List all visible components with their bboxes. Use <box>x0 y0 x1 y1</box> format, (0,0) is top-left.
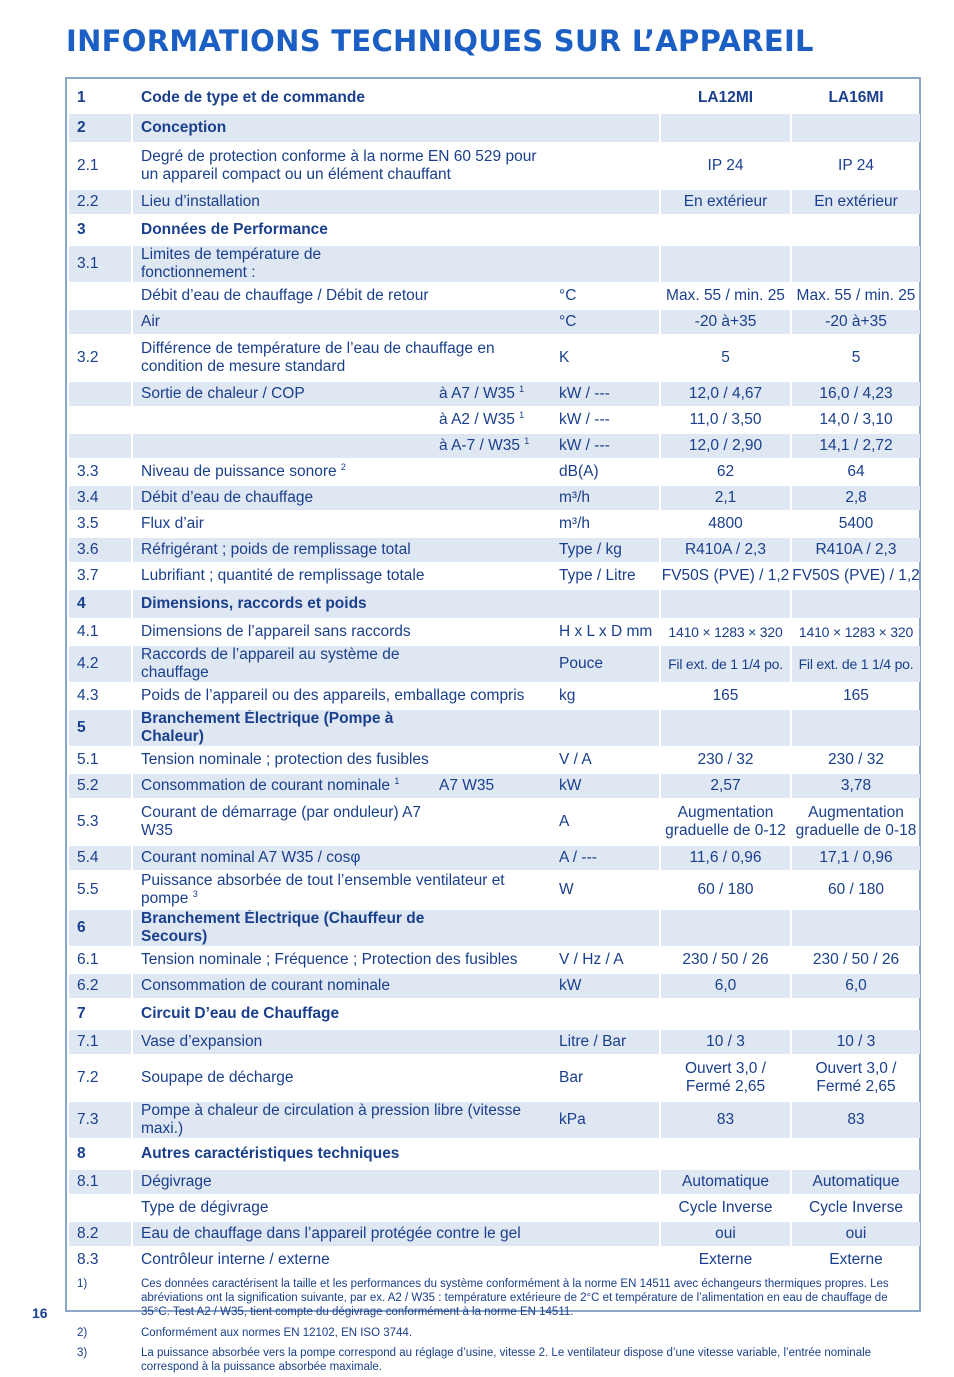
spec-row <box>69 1056 920 1100</box>
footnote-ref: 1 <box>519 410 525 420</box>
unit: Type / Litre <box>559 567 636 584</box>
value-la12mi <box>659 710 790 746</box>
footnote-ref: 1 <box>394 776 400 786</box>
row-number: 8 <box>69 1140 133 1168</box>
unit: kg <box>559 687 576 704</box>
spec-row <box>69 1030 920 1054</box>
row-number: 6.2 <box>69 974 133 998</box>
value-la12mi <box>659 1140 790 1168</box>
test-condition <box>431 590 551 618</box>
value-la12mi: 2,57 <box>659 774 790 798</box>
test-condition: à A-7 / W35 $^1$ <box>431 434 551 458</box>
test-condition <box>431 486 551 510</box>
page-title: INFORMATIONS TECHNIQUES SUR L’APPAREIL <box>66 24 814 58</box>
value-la16mi: 5400 <box>790 512 920 536</box>
value-la12mi: Externe <box>659 1248 790 1272</box>
spec-label: Consommation de courant nominale $^1$ <box>133 774 431 798</box>
footnote-ref: 1 <box>524 436 530 446</box>
value-la12mi: 230 / 32 <box>659 748 790 772</box>
value-la12mi: 5 <box>659 336 790 380</box>
spec-row <box>69 646 920 682</box>
value-la12mi: En extérieur <box>659 190 790 214</box>
unit: kW / --- <box>551 382 659 406</box>
value-la16mi: 3,78 <box>790 774 920 798</box>
specs-table-frame <box>65 77 921 1373</box>
section-row <box>69 84 920 112</box>
unit <box>551 190 659 214</box>
spec-row <box>69 336 920 380</box>
row-number: 4.3 <box>69 684 133 708</box>
value-la16mi: 14,0 / 3,10 <box>790 408 920 432</box>
row-number: 4.2 <box>69 646 133 682</box>
value-la12mi: Fil ext. de 1 1/4 po. <box>659 646 790 682</box>
unit <box>551 114 659 142</box>
row-number: 6.1 <box>69 948 133 972</box>
spec-row <box>69 564 920 588</box>
unit: Type / kg <box>551 538 659 562</box>
value-la12mi: Augmentation graduelle de 0-12 <box>659 800 790 844</box>
value-la12mi: LA12MI <box>659 84 790 112</box>
section-title: Code de type et de commande <box>141 89 365 106</box>
section-row <box>69 216 920 244</box>
test-condition <box>431 246 551 282</box>
footnote <box>69 1343 920 1375</box>
unit: kW / --- <box>551 434 659 458</box>
value-la16mi: IP 24 <box>790 144 920 188</box>
value-la16mi: Augmentation graduelle de 0-18 <box>790 800 920 844</box>
value-la16mi: 17,1 / 0,96 <box>790 846 920 870</box>
unit: V / A <box>559 751 592 768</box>
spec-label: Soupape de décharge <box>141 1069 294 1086</box>
value-la12mi: R410A / 2,3 <box>659 538 790 562</box>
test-condition <box>431 190 551 214</box>
unit <box>551 84 659 112</box>
unit <box>551 710 659 746</box>
value-la12mi: Ouvert 3,0 / Fermé 2,65 <box>659 1056 790 1100</box>
spec-row <box>69 382 920 406</box>
value-la16mi: Max. 55 / min. 25 <box>790 284 920 308</box>
value-la16mi <box>790 216 920 244</box>
value-la16mi: 165 <box>790 684 920 708</box>
unit: kW / --- <box>559 411 610 428</box>
test-condition <box>431 284 551 308</box>
section-title: Dimensions, raccords et poids <box>133 590 431 618</box>
spec-row <box>69 1170 920 1194</box>
specs-table <box>69 82 920 1377</box>
row-number: 4.1 <box>69 620 133 644</box>
test-condition <box>431 538 551 562</box>
spec-row <box>69 1196 920 1220</box>
spec-label: Tension nominale ; Fréquence ; Protection des fusibles <box>141 951 518 968</box>
section-row <box>69 910 920 946</box>
value-la12mi: 6,0 <box>659 974 790 998</box>
spec-row <box>69 460 920 484</box>
row-number: 1 <box>69 84 133 112</box>
value-la12mi: 11,6 / 0,96 <box>659 846 790 870</box>
unit <box>551 1222 659 1246</box>
unit: Litre / Bar <box>551 1030 659 1054</box>
spec-label: Sortie de chaleur / COP <box>133 382 431 406</box>
value-la16mi: 6,0 <box>790 974 920 998</box>
unit: °C <box>559 287 577 304</box>
test-condition <box>431 114 551 142</box>
row-number: 8.3 <box>69 1248 133 1272</box>
value-la16mi: FV50S (PVE) / 1,2 <box>790 564 920 588</box>
spec-label: Lubrifiant ; quantité de remplissage totale <box>141 567 425 584</box>
spec-row <box>69 144 920 188</box>
row-number: 3.3 <box>69 460 133 484</box>
unit: A / --- <box>551 846 659 870</box>
test-condition <box>431 564 551 588</box>
row-number: 5.2 <box>69 774 133 798</box>
unit: kPa <box>551 1102 659 1138</box>
value-la16mi: 10 / 3 <box>790 1030 920 1054</box>
section-title: Conception <box>133 114 431 142</box>
footnote <box>69 1274 920 1321</box>
value-la12mi: Max. 55 / min. 25 <box>659 284 790 308</box>
spec-row <box>69 408 920 432</box>
test-condition <box>431 846 551 870</box>
test-condition <box>431 974 551 998</box>
value-la12mi <box>659 590 790 618</box>
spec-row <box>69 1102 920 1138</box>
section-title: Circuit D’eau de Chauffage <box>141 1005 340 1022</box>
test-condition: à A7 / W35 $^1$ <box>431 382 551 406</box>
test-condition <box>431 1170 551 1194</box>
spec-label: Tension nominale ; protection des fusibles <box>141 751 429 768</box>
section-title: Autres caractéristiques techniques <box>141 1145 400 1162</box>
spec-label: Consommation de courant nominale <box>133 974 431 998</box>
test-condition <box>431 1056 551 1100</box>
row-number: 5.1 <box>69 748 133 772</box>
test-condition <box>431 310 551 334</box>
test-condition: A7 W35 <box>431 774 551 798</box>
section-row <box>69 1000 920 1028</box>
unit <box>551 1170 659 1194</box>
row-number <box>69 310 133 334</box>
value-la16mi <box>790 910 920 946</box>
row-number: 3 <box>69 216 133 244</box>
footnote-ref: 3 <box>192 889 198 899</box>
row-number: 5.3 <box>69 800 133 844</box>
value-la12mi: oui <box>659 1222 790 1246</box>
value-la12mi: 83 <box>659 1102 790 1138</box>
test-condition <box>431 800 551 844</box>
value-la16mi: -20 à+35 <box>790 310 920 334</box>
spec-row <box>69 486 920 510</box>
spec-label: Puissance absorbée de tout l’ensemble ventilateur et pompe $^3$ <box>141 872 505 907</box>
value-la12mi <box>659 216 790 244</box>
row-number <box>69 284 133 308</box>
test-condition <box>431 1140 551 1168</box>
spec-label: Dimensions de l’appareil sans raccords <box>141 623 411 640</box>
spec-row <box>69 872 920 908</box>
spec-label: Courant de démarrage (par onduleur) A7 W35 <box>141 804 422 839</box>
value-la16mi <box>790 246 920 282</box>
footnote-mark: 2) <box>77 1327 88 1339</box>
test-condition <box>431 216 551 244</box>
footnote-ref: 2 <box>340 462 346 472</box>
row-number: 3.4 <box>69 486 133 510</box>
spec-label: Débit d’eau de chauffage <box>133 486 431 510</box>
value-la16mi: 60 / 180 <box>790 872 920 908</box>
unit: kW <box>551 974 659 998</box>
value-la16mi: oui <box>790 1222 920 1246</box>
value-la12mi: 2,1 <box>659 486 790 510</box>
row-number: 8.1 <box>69 1170 133 1194</box>
value-la12mi: 62 <box>659 460 790 484</box>
row-number <box>69 382 133 406</box>
value-la16mi <box>790 590 920 618</box>
section-row <box>69 114 920 142</box>
spec-row <box>69 684 920 708</box>
unit <box>551 246 659 282</box>
test-condition: à A2 / W35 $^1$ <box>439 410 525 428</box>
row-number: 2 <box>69 114 133 142</box>
row-number <box>69 434 133 458</box>
value-la12mi: 12,0 / 4,67 <box>659 382 790 406</box>
value-la16mi: 230 / 50 / 26 <box>790 948 920 972</box>
spec-label: Niveau de puissance sonore $^2$ <box>141 462 346 480</box>
value-la16mi: Externe <box>790 1248 920 1272</box>
spec-row <box>69 974 920 998</box>
value-la12mi: Automatique <box>659 1170 790 1194</box>
value-la16mi: 16,0 / 4,23 <box>790 382 920 406</box>
spec-row <box>69 948 920 972</box>
footnote-mark: 1) <box>77 1278 88 1290</box>
value-la16mi: LA16MI <box>790 84 920 112</box>
value-la16mi: 14,1 / 2,72 <box>790 434 920 458</box>
value-la16mi <box>790 1000 920 1028</box>
unit <box>551 1196 659 1220</box>
spec-row <box>69 512 920 536</box>
value-la12mi: 60 / 180 <box>659 872 790 908</box>
row-number: 3.5 <box>69 512 133 536</box>
value-la12mi <box>659 246 790 282</box>
value-la16mi: 64 <box>790 460 920 484</box>
test-condition <box>431 1030 551 1054</box>
test-condition <box>431 710 551 746</box>
spec-row <box>69 1248 920 1272</box>
value-la12mi: 165 <box>659 684 790 708</box>
value-la12mi: Cycle Inverse <box>659 1196 790 1220</box>
unit: Bar <box>559 1069 584 1086</box>
value-la16mi: Ouvert 3,0 / Fermé 2,65 <box>790 1056 920 1100</box>
value-la12mi: IP 24 <box>659 144 790 188</box>
row-number: 6 <box>69 910 133 946</box>
value-la12mi <box>659 910 790 946</box>
row-number: 3.1 <box>69 246 133 282</box>
test-condition <box>431 646 551 682</box>
spec-row <box>69 620 920 644</box>
unit <box>551 1000 659 1028</box>
spec-row <box>69 538 920 562</box>
row-number: 7.1 <box>69 1030 133 1054</box>
unit: m³/h <box>559 515 590 532</box>
row-number: 4 <box>69 590 133 618</box>
value-la16mi: 230 / 32 <box>790 748 920 772</box>
section-title: Branchement Électrique (Chauffeur de Secours) <box>133 910 431 946</box>
value-la16mi: 5 <box>790 336 920 380</box>
spec-row <box>69 774 920 798</box>
row-number: 7 <box>69 1000 133 1028</box>
page-number: 16 <box>32 1305 48 1321</box>
test-condition <box>431 1000 551 1028</box>
spec-row <box>69 190 920 214</box>
section-row <box>69 590 920 618</box>
value-la12mi <box>659 114 790 142</box>
section-title: Branchement Électrique (Pompe à Chaleur) <box>133 710 431 746</box>
value-la12mi: FV50S (PVE) / 1,2 <box>659 564 790 588</box>
value-la12mi: -20 à+35 <box>659 310 790 334</box>
footnote <box>69 1323 920 1341</box>
spec-label: Poids de l’appareil ou des appareils, emballage compris <box>141 687 525 704</box>
footnote-ref: 1 <box>519 384 525 394</box>
spec-label: Réfrigérant ; poids de remplissage total <box>133 538 431 562</box>
value-la12mi: 10 / 3 <box>659 1030 790 1054</box>
spec-row <box>69 310 920 334</box>
row-number: 3.7 <box>69 564 133 588</box>
test-condition <box>431 910 551 946</box>
unit: H x L x D mm <box>559 623 653 640</box>
value-la12mi: 11,0 / 3,50 <box>659 408 790 432</box>
spec-row <box>69 1222 920 1246</box>
section-title: Données de Performance <box>141 221 328 238</box>
spec-label: Dégivrage <box>133 1170 431 1194</box>
section-row <box>69 710 920 746</box>
test-condition <box>431 84 551 112</box>
unit: A <box>559 813 570 830</box>
test-condition <box>431 512 551 536</box>
section-row <box>69 1140 920 1168</box>
row-number: 7.3 <box>69 1102 133 1138</box>
unit: dB(A) <box>559 463 599 480</box>
value-la16mi: Fil ext. de 1 1/4 po. <box>790 646 920 682</box>
unit: V / Hz / A <box>559 951 624 968</box>
unit <box>551 910 659 946</box>
spec-row <box>69 246 920 282</box>
value-la16mi <box>790 114 920 142</box>
test-condition <box>431 460 551 484</box>
test-condition <box>431 620 551 644</box>
spec-row <box>69 284 920 308</box>
row-number: 5 <box>69 710 133 746</box>
row-number: 7.2 <box>69 1056 133 1100</box>
spec-label: Lieu d’installation <box>133 190 431 214</box>
spec-label: Différence de température de l’eau de chauffage en condition de mesure standard <box>141 340 495 375</box>
unit: m³/h <box>551 486 659 510</box>
spec-label: Pompe à chaleur de circulation à pression libre (vitesse maxi.) <box>133 1102 551 1138</box>
row-number <box>69 408 133 432</box>
spec-label <box>133 434 431 458</box>
spec-label: Raccords de l’appareil au système de chauffage <box>133 646 431 682</box>
spec-label: Type de dégivrage <box>141 1199 269 1216</box>
unit <box>551 1140 659 1168</box>
spec-label: Courant nominal A7 W35 / cosφ <box>133 846 431 870</box>
unit: Pouce <box>551 646 659 682</box>
value-la16mi: 83 <box>790 1102 920 1138</box>
row-number: 8.2 <box>69 1222 133 1246</box>
value-la16mi: En extérieur <box>790 190 920 214</box>
value-la16mi <box>790 710 920 746</box>
unit <box>551 144 659 188</box>
spec-label: Débit d’eau de chauffage / Débit de retour <box>141 287 429 304</box>
footnote-mark: 3) <box>77 1347 88 1359</box>
row-number: 3.2 <box>69 336 133 380</box>
value-la16mi <box>790 1140 920 1168</box>
value-la12mi: 230 / 50 / 26 <box>659 948 790 972</box>
unit <box>551 1248 659 1272</box>
value-la16mi: R410A / 2,3 <box>790 538 920 562</box>
value-la12mi <box>659 1000 790 1028</box>
spec-label: Vase d’expansion <box>133 1030 431 1054</box>
unit: W <box>559 881 574 898</box>
unit <box>551 216 659 244</box>
row-number <box>69 1196 133 1220</box>
spec-label: Air <box>133 310 431 334</box>
spec-row <box>69 434 920 458</box>
footnote-text: Ces données caractérisent la taille et les performances du système conformément à la norme EN 14511 avec échangeurs thermiques propres. Les abréviations ont la signification suivante, par ex. A2 / W35 : température extérieure de 2°C et température de l’alimentation en eau de chauffage de 35°C. Test A2 / W35, tient compte du dégivrage conformément à la norme EN 14511. <box>141 1278 889 1318</box>
row-number: 2.2 <box>69 190 133 214</box>
spec-label: Contrôleur interne / externe <box>141 1251 330 1268</box>
spec-row <box>69 748 920 772</box>
row-number: 2.1 <box>69 144 133 188</box>
value-la12mi: 4800 <box>659 512 790 536</box>
spec-label: Degré de protection conforme à la norme EN 60 529 pour un appareil compact ou un élément chauffant <box>141 148 537 183</box>
row-number: 3.6 <box>69 538 133 562</box>
footnote-text: La puissance absorbée vers la pompe correspond au réglage d’usine, vitesse 2. Le ventilateur dispose d’une vitesse variable, l’entrée nominale correspond à la puissance absorbée maximale. <box>141 1347 872 1373</box>
test-condition <box>431 748 551 772</box>
row-number: 5.5 <box>69 872 133 908</box>
unit: K <box>559 349 570 366</box>
test-condition <box>431 1196 551 1220</box>
spec-row <box>69 800 920 844</box>
spec-label <box>133 408 431 432</box>
value-la16mi: 2,8 <box>790 486 920 510</box>
row-number: 5.4 <box>69 846 133 870</box>
value-la12mi: 12,0 / 2,90 <box>659 434 790 458</box>
value-la12mi: 1410 × 1283 × 320 <box>659 620 790 644</box>
footnote-text: Conformément aux normes EN 12102, EN ISO 3744. <box>141 1327 413 1339</box>
spec-label: Eau de chauffage dans l’appareil protégée contre le gel <box>133 1222 551 1246</box>
value-la16mi: Cycle Inverse <box>790 1196 920 1220</box>
value-la16mi: Automatique <box>790 1170 920 1194</box>
spec-row <box>69 846 920 870</box>
spec-label: Flux d’air <box>141 515 204 532</box>
test-condition <box>431 1248 551 1272</box>
unit: °C <box>551 310 659 334</box>
spec-label: Limites de température de fonctionnement : <box>133 246 431 282</box>
unit <box>551 590 659 618</box>
unit: kW <box>551 774 659 798</box>
value-la16mi: 1410 × 1283 × 320 <box>790 620 920 644</box>
